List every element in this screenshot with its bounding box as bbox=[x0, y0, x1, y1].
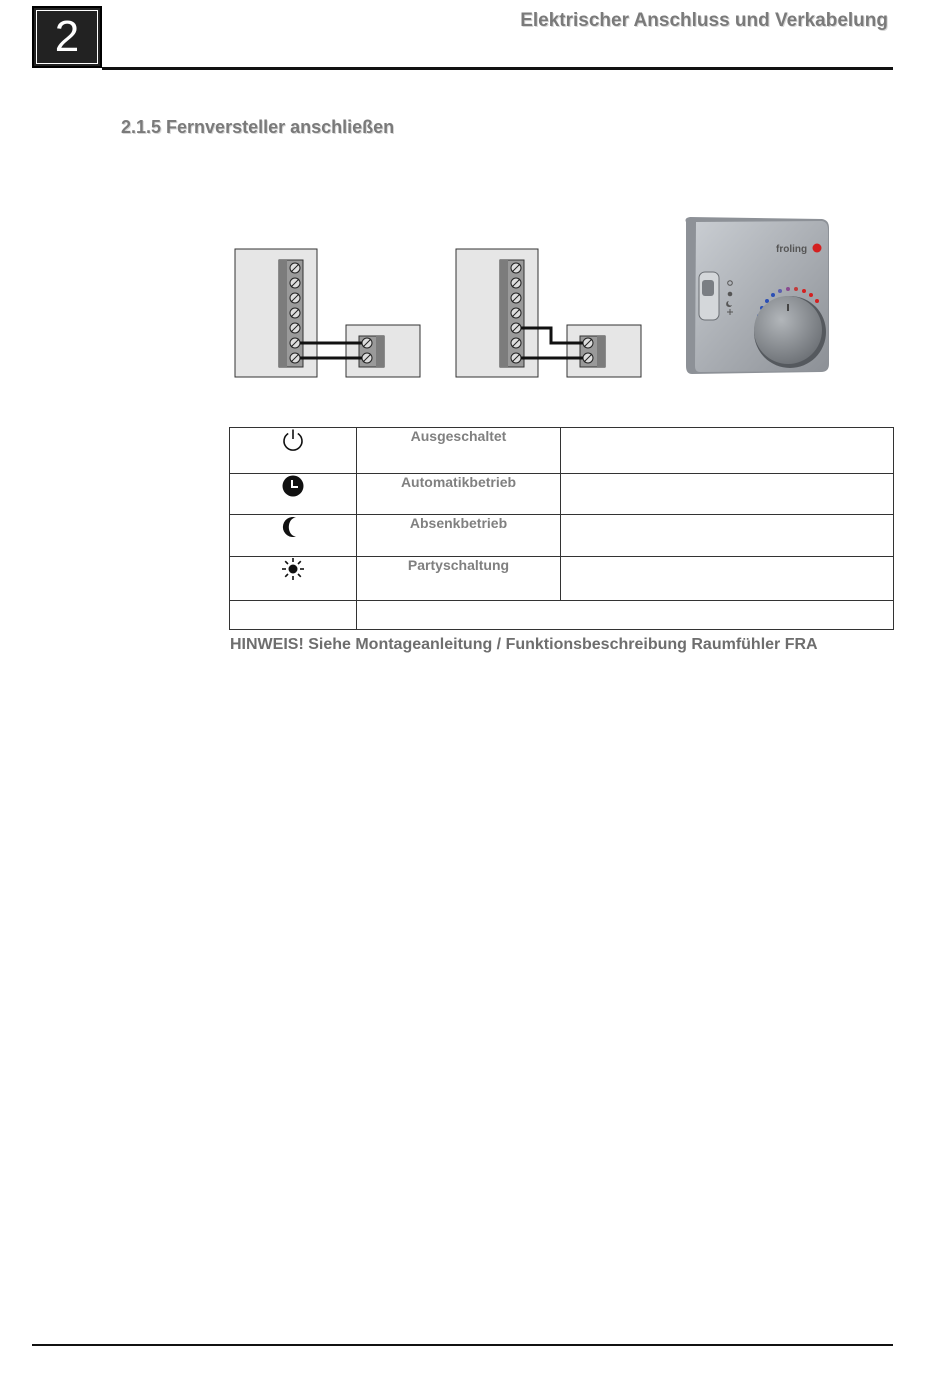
table-row bbox=[230, 557, 894, 601]
mode-label: Partyschaltung bbox=[357, 557, 561, 601]
table-row bbox=[230, 601, 894, 630]
wiring-diagram-left bbox=[235, 249, 420, 377]
footer-rule bbox=[32, 1344, 893, 1346]
header-rule bbox=[102, 67, 893, 70]
chapter-number: 2 bbox=[32, 6, 102, 68]
table-footer-left bbox=[230, 601, 357, 630]
power-icon bbox=[281, 428, 305, 452]
table-footer-right bbox=[357, 601, 894, 630]
mode-label: Automatikbetrieb bbox=[357, 474, 561, 515]
mode-label: Ausgeschaltet bbox=[357, 428, 561, 474]
section-title: 2.1.5 Fernversteller anschließen bbox=[121, 117, 395, 137]
device-brand: froling bbox=[776, 244, 808, 255]
brand-logo-icon bbox=[813, 244, 822, 253]
table-row bbox=[230, 428, 894, 474]
note-text: HINWEIS! Siehe Montageanleitung / Funktionsbeschreibung Raumfühler FRA bbox=[230, 636, 818, 653]
mode-description bbox=[561, 428, 894, 474]
moon-icon bbox=[281, 515, 305, 539]
chapter-title: Elektrischer Anschluss und Verkabelung bbox=[520, 10, 888, 31]
modes-table bbox=[229, 427, 894, 630]
clock-icon bbox=[281, 474, 305, 498]
wiring-diagram-right bbox=[456, 249, 641, 377]
mode-description bbox=[561, 515, 894, 557]
wiring-diagram bbox=[230, 240, 650, 382]
room-controller-image bbox=[682, 214, 832, 378]
table-row bbox=[230, 515, 894, 557]
sun-icon bbox=[281, 557, 305, 581]
table-row bbox=[230, 474, 894, 515]
mode-description bbox=[561, 474, 894, 515]
mode-description bbox=[561, 557, 894, 601]
mode-label: Absenkbetrieb bbox=[357, 515, 561, 557]
